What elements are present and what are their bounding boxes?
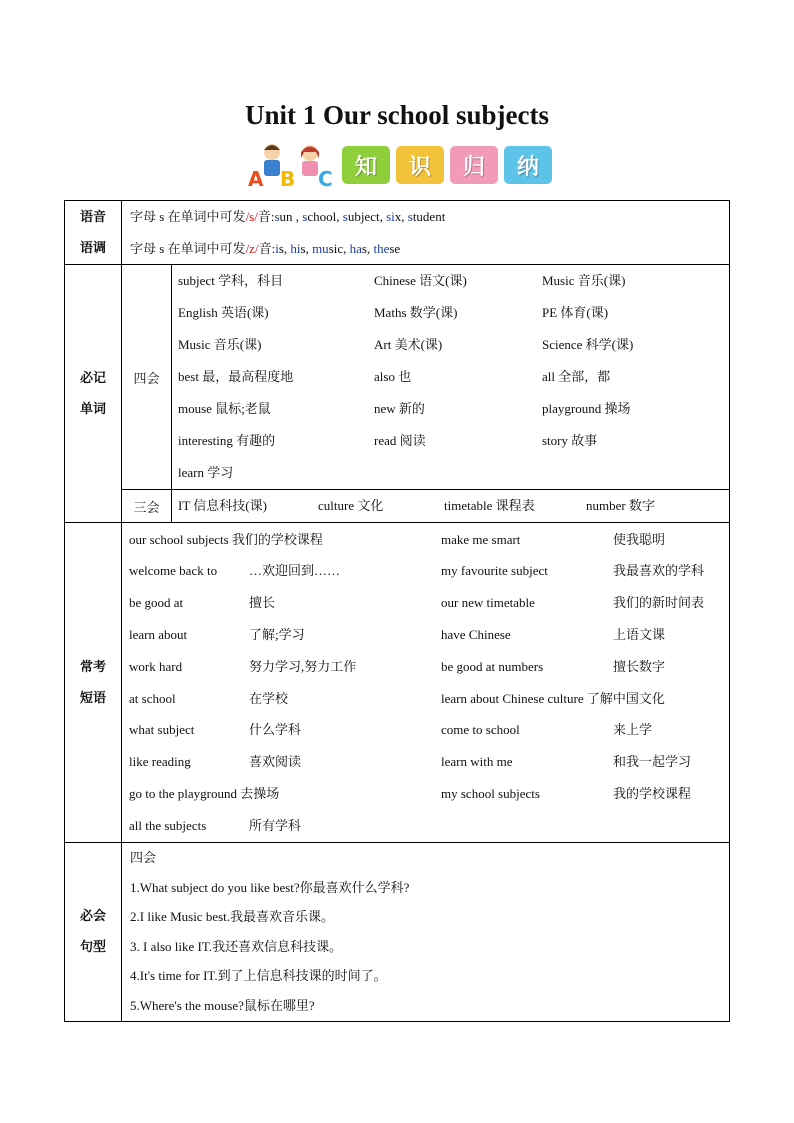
phrase-english: like reading: [129, 754, 191, 770]
phrase-line: [129, 587, 729, 619]
phrase-chinese: 什么学科: [249, 722, 302, 738]
vocab-line: [178, 425, 729, 457]
vocab-word: interesting 有趣的: [178, 433, 276, 448]
vocab-word: best 最，最高程度地: [178, 369, 294, 384]
letter-highlight: s: [342, 209, 348, 224]
svg-text:B: B: [280, 167, 296, 188]
phrase-english: go to the playground 去操场: [129, 785, 280, 801]
word-separator: ,: [366, 240, 374, 256]
example-word: [350, 241, 367, 256]
example-word: [373, 241, 400, 256]
phonetic-symbol: /s/: [245, 209, 258, 224]
vocab-line: [178, 265, 729, 297]
phrase-english: learn about: [129, 626, 188, 642]
phrase-english: have Chinese: [441, 626, 511, 642]
phrase-line: [129, 683, 729, 715]
phrase-english: welcome back to: [129, 563, 218, 579]
word-rest: s: [278, 240, 284, 256]
sentence-line: 1.What subject do you like best?你最喜欢什么学科?: [130, 879, 410, 895]
example-word: [386, 209, 401, 224]
vocabulary-label: 必记 单词: [65, 265, 122, 523]
word-separator: ,: [401, 209, 408, 224]
phrase-line: [129, 746, 729, 778]
word-separator: ,: [343, 240, 350, 256]
example-word: [343, 209, 380, 224]
vocab-word: learn 学习: [178, 465, 234, 480]
vocab-line: [178, 297, 729, 329]
phrase-english: our school subjects 我们的学校课程: [129, 531, 323, 547]
phrase-line: [129, 555, 729, 587]
example-word: [275, 241, 284, 256]
vocab-word: number 数字: [586, 498, 655, 513]
pronunciation-colon: 音:: [257, 209, 275, 224]
vocab-line: [178, 393, 729, 425]
vocab-word: new 新的: [374, 401, 425, 416]
letter-highlight: mu: [312, 240, 329, 256]
phrase-line: [129, 651, 729, 683]
phrase-chinese: 使我聪明: [613, 531, 666, 547]
vocab-word: Science 科学(课): [542, 337, 634, 352]
vocab-word: read 阅读: [374, 433, 426, 448]
pronunciation-row: [65, 201, 730, 265]
phrase-chinese: 所有学科: [249, 817, 302, 833]
phrase-chinese: 喜欢阅读: [249, 754, 302, 770]
phrase-chinese: 上语文课: [613, 626, 666, 642]
word-rest: s: [361, 240, 367, 256]
phrases-row: [65, 523, 730, 843]
phrase-english: what subject: [129, 722, 195, 738]
letter-highlight: s: [407, 209, 413, 224]
vocab-word: English 英语(课): [178, 305, 269, 320]
vocab-word: Maths 数学(课): [374, 305, 458, 320]
svg-text:A: A: [248, 167, 264, 188]
phrase-chinese: 我最喜欢的学科: [613, 563, 705, 579]
word-rest: s: [300, 240, 306, 256]
phrase-chinese: 我的学校课程: [613, 785, 692, 801]
phrase-line: [129, 714, 729, 746]
word-separator: ,: [336, 209, 343, 224]
sentences-heading: 四会: [130, 850, 157, 865]
phrase-chinese: 来上学: [613, 722, 653, 738]
example-word: [290, 241, 305, 256]
vocab-word: mouse 鼠标;老鼠: [178, 401, 271, 416]
phrases-content: [122, 523, 730, 843]
vocab-word: IT 信息科技(课): [178, 498, 267, 513]
phrase-line: [129, 619, 729, 651]
pronunciation-prefix: 字母 s 在单词中可发: [130, 240, 246, 256]
pronunciation-line-s: [122, 201, 729, 233]
letter-highlight: hi: [290, 240, 301, 256]
phrase-english: learn about Chinese culture 了解中国文化: [441, 690, 665, 706]
vocab-three-row: [65, 490, 730, 523]
letter-highlight: si: [386, 209, 395, 224]
phrase-english: be good at numbers: [441, 658, 544, 674]
phonetic-symbol: /z/: [245, 240, 259, 256]
phrase-chinese: 在学校: [249, 690, 289, 706]
phrase-english: our new timetable: [441, 595, 535, 611]
vocab-line: [178, 361, 729, 393]
banner-tile-gui: 归: [450, 146, 498, 184]
vocab-word: all 全部，都: [542, 369, 611, 384]
phrase-chinese: …欢迎回到……: [249, 563, 341, 579]
sentences-row: [65, 843, 730, 1022]
phrase-chinese: 和我一起学习: [613, 754, 692, 770]
sentence-line: 3. I also like IT.我还喜欢信息科技课。: [130, 938, 343, 954]
letter-highlight: s: [302, 209, 308, 224]
banner-tile-zhi: 知: [342, 146, 390, 184]
sentences-content: [122, 843, 730, 1022]
pronunciation-label: 语音 语调: [65, 201, 122, 265]
vocab-word: Music 音乐(课): [542, 273, 626, 288]
phrase-english: be good at: [129, 595, 184, 611]
vocab-three-label: 三会: [122, 490, 172, 523]
word-rest: chool: [307, 209, 337, 224]
letter-highlight: the: [373, 240, 390, 256]
svg-text:C: C: [318, 167, 333, 188]
vocab-four-row: [65, 265, 730, 490]
phrase-chinese: 擅长数字: [613, 658, 666, 674]
word-separator: ,: [379, 209, 387, 224]
vocab-line: [178, 329, 729, 361]
vocab-word: Music 音乐(课): [178, 337, 262, 352]
vocab-four-label: 四会: [122, 265, 172, 490]
phrase-english: all the subjects: [129, 817, 207, 833]
vocab-word: Art 美术(课): [374, 337, 443, 352]
page-title: Unit 1 Our school subjects: [244, 100, 550, 130]
word-rest: ubject: [347, 209, 380, 224]
word-rest: un: [279, 209, 293, 224]
vocab-three-content: [172, 490, 730, 523]
vocab-word: Chinese 语文(课): [374, 273, 467, 288]
phrases-label: 常考 短语: [65, 523, 122, 843]
word-rest: se: [389, 240, 401, 256]
word-separator: ,: [305, 240, 313, 256]
banner-tile-shi: 识: [396, 146, 444, 184]
word-separator: ,: [292, 209, 303, 224]
letter-highlight: i: [275, 240, 279, 256]
kids-abc-illustration: [244, 140, 340, 188]
phrase-chinese: 我们的新时间表: [613, 595, 705, 611]
vocab-word: timetable 课程表: [444, 498, 535, 513]
phrase-english: learn with me: [441, 754, 513, 770]
vocab-four-content: [172, 265, 730, 490]
phrase-chinese: 擅长: [249, 595, 276, 611]
vocab-word: story 故事: [542, 433, 598, 448]
vocab-word: playground 操场: [542, 401, 631, 416]
knowledge-table: [64, 200, 730, 1022]
example-word: [274, 209, 292, 224]
example-word: [408, 209, 446, 224]
banner-tile-na: 纳: [504, 146, 552, 184]
phrase-chinese: 努力学习,努力工作: [249, 658, 357, 674]
phrase-line: [129, 524, 729, 556]
example-word: [302, 209, 336, 224]
sentence-line: 4.It's time for IT.到了上信息科技课的时间了。: [130, 968, 387, 984]
phrase-english: work hard: [129, 658, 183, 674]
pronunciation-content: [122, 201, 730, 265]
pronunciation-line-z: [122, 233, 729, 265]
word-rest: x: [394, 209, 402, 224]
letter-highlight: s: [274, 209, 280, 224]
pronunciation-prefix: 字母 s 在单词中可发: [130, 209, 246, 224]
word-separator: ,: [283, 240, 291, 256]
phrase-line: [129, 778, 729, 810]
word-rest: tudent: [412, 209, 446, 224]
sentence-line: 2.I like Music best.我最喜欢音乐课。: [130, 909, 335, 925]
phrase-english: come to school: [441, 722, 520, 738]
phrase-line: [129, 810, 729, 842]
pronunciation-colon: 音:: [258, 240, 276, 256]
phrase-english: my favourite subject: [441, 563, 548, 579]
vocab-word: subject 学科，科目: [178, 273, 284, 288]
vocab-word: PE 体育(课): [542, 305, 609, 320]
sentences-label: 必会 句型: [65, 843, 122, 1022]
vocab-word: culture 文化: [318, 498, 384, 513]
word-rest: sic: [328, 240, 344, 256]
vocab-word: also 也: [374, 369, 412, 384]
phrase-english: make me smart: [441, 531, 521, 547]
phrase-english: my school subjects: [441, 785, 540, 801]
phrase-chinese: 了解;学习: [249, 626, 305, 642]
example-word: [312, 241, 343, 256]
letter-highlight: ha: [349, 240, 362, 256]
sentence-line: 5.Where's the mouse?鼠标在哪里?: [130, 997, 315, 1013]
section-banner: [244, 140, 556, 188]
vocab-line: [178, 457, 729, 489]
phrase-english: at school: [129, 690, 176, 706]
